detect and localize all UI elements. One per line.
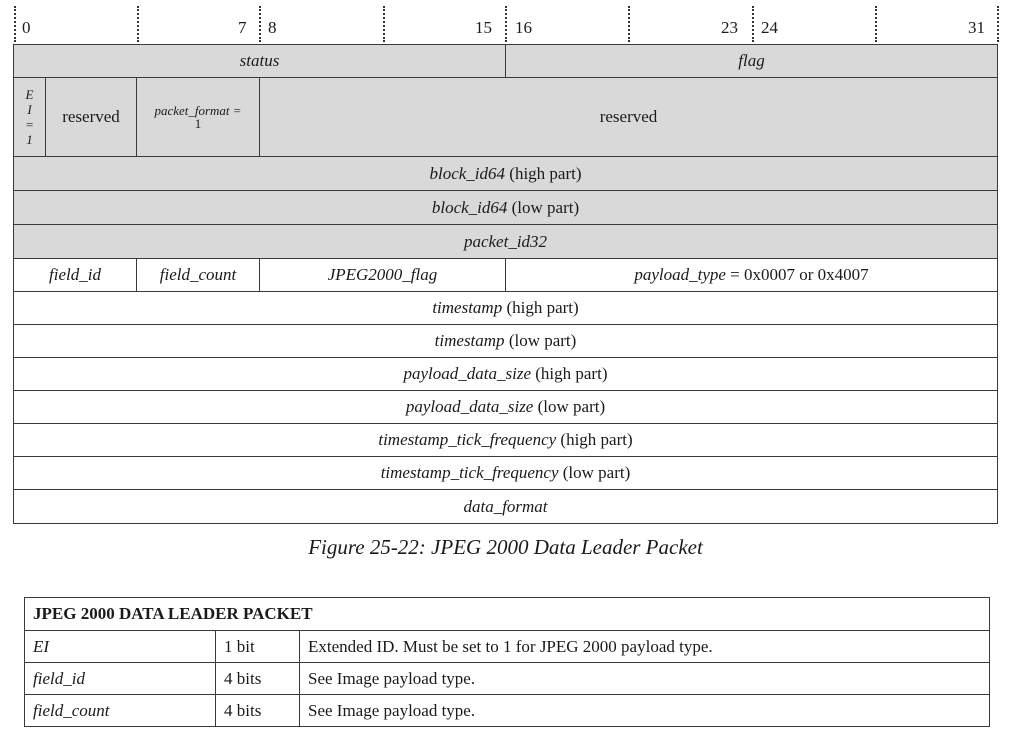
ruler-divider: [259, 6, 261, 42]
field-description-table: [24, 597, 990, 727]
ruler-divider: [14, 6, 16, 42]
status-field: status: [13, 44, 506, 78]
field-name: payload_data_size: [403, 364, 531, 383]
field-desc-cell: Extended ID. Must be set to 1 for JPEG 2000 payload type.: [300, 631, 990, 663]
flag-field: flag: [505, 44, 998, 78]
jpeg2000-flag-field: JPEG2000_flag: [259, 258, 506, 292]
bit-label-0: 0: [22, 18, 31, 37]
packet-format-value: 1: [194, 116, 202, 131]
table-title: JPEG 2000 DATA LEADER PACKET: [25, 598, 990, 631]
field-size-cell: 4 bits: [216, 663, 300, 695]
ei-line: I: [27, 102, 32, 117]
ruler-divider: [628, 6, 630, 42]
ruler-divider: [997, 6, 999, 42]
field-suffix: (low part): [507, 197, 580, 217]
field-value: = 0x0007 or 0x4007: [725, 265, 869, 284]
field-desc-cell: See Image payload type.: [300, 695, 990, 727]
timestamp-tick-frequency-high-field: [13, 423, 998, 457]
field-name-cell: EI: [25, 631, 216, 663]
field-name: payload_type: [634, 265, 726, 284]
timestamp-tick-frequency-low-field: [13, 456, 998, 490]
figure-caption: Figure 25-22: JPEG 2000 Data Leader Packet: [308, 535, 703, 559]
field-size-cell: 1 bit: [216, 631, 300, 663]
payload-data-size-low-field: [13, 390, 998, 424]
bit-label-15: 15: [475, 18, 492, 37]
ruler-divider: [875, 6, 877, 42]
bit-label-7: 7: [238, 18, 247, 37]
field-suffix: (high part): [556, 430, 633, 449]
field-name: timestamp_tick_frequency: [378, 430, 557, 449]
block-id64-low-field: [13, 190, 998, 225]
field-name: timestamp: [432, 298, 503, 317]
bit-label-23: 23: [721, 18, 738, 37]
payload-type-field: [505, 258, 998, 292]
field-count-field: field_count: [136, 258, 260, 292]
ei-field: [13, 77, 46, 157]
field-suffix: (low part): [558, 463, 631, 482]
timestamp-low-field: [13, 324, 998, 358]
block-id64-high-field: [13, 156, 998, 191]
timestamp-high-field: [13, 291, 998, 325]
field-suffix: (high part): [531, 364, 608, 383]
ruler-divider: [752, 6, 754, 42]
bit-label-16: 16: [515, 18, 532, 37]
field-name: payload_data_size: [405, 397, 534, 416]
packet-format-label: packet_format =: [154, 103, 242, 118]
ruler-divider: [137, 6, 139, 42]
bit-label-24: 24: [761, 18, 778, 37]
field-name: timestamp: [434, 331, 505, 350]
ei-line: E: [25, 87, 34, 102]
bit-ruler: [0, 0, 1011, 44]
field-name-cell: field_count: [25, 695, 216, 727]
field-suffix: (low part): [533, 397, 606, 416]
field-desc-cell: See Image payload type.: [300, 663, 990, 695]
field-name-cell: field_id: [25, 663, 216, 695]
table-row: [25, 695, 990, 727]
ei-line: =: [25, 117, 34, 132]
table-row: [25, 631, 990, 663]
field-size-cell: 4 bits: [216, 695, 300, 727]
reserved-field-large: reserved: [259, 77, 998, 157]
field-id-field: field_id: [13, 258, 137, 292]
bit-label-31: 31: [968, 18, 985, 37]
ruler-divider: [383, 6, 385, 42]
field-name: block_id64: [431, 197, 508, 217]
field-suffix: (high part): [505, 163, 582, 183]
data-format-field: data_format: [13, 489, 998, 524]
packet-format-field: [136, 77, 260, 157]
table-header-row: [25, 598, 990, 631]
ei-line: 1: [26, 132, 33, 147]
reserved-field-small: reserved: [45, 77, 137, 157]
field-name: timestamp_tick_frequency: [380, 463, 559, 482]
table-row: [25, 663, 990, 695]
field-suffix: (high part): [502, 298, 579, 317]
payload-data-size-high-field: [13, 357, 998, 391]
packet-id32-field: packet_id32: [13, 224, 998, 259]
field-name: block_id64: [429, 163, 506, 183]
ruler-divider: [505, 6, 507, 42]
field-suffix: (low part): [504, 331, 577, 350]
bit-label-8: 8: [268, 18, 277, 37]
